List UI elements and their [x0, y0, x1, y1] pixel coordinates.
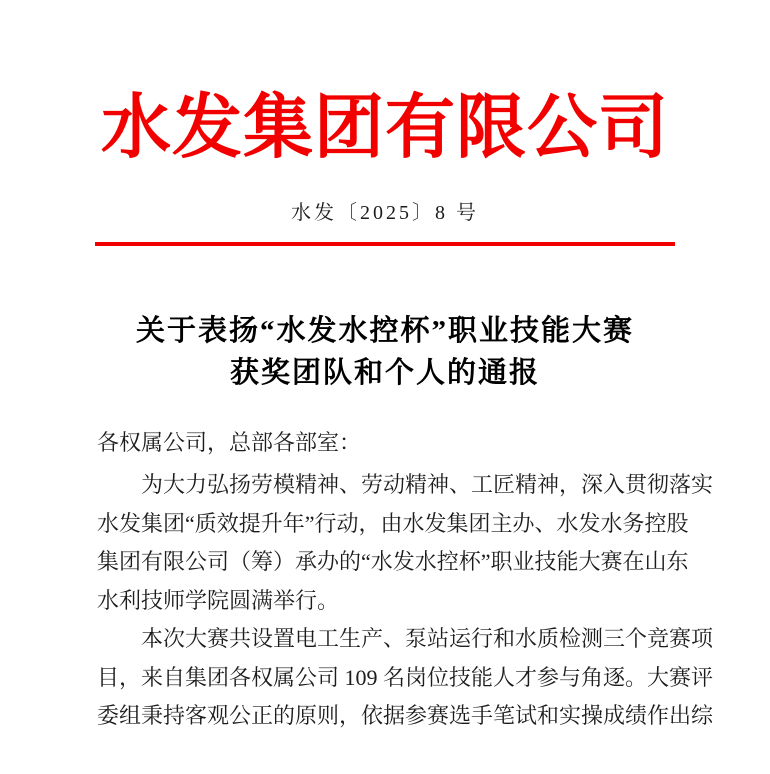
paragraph1-line1: 为大力弘扬劳模精神、劳动精神、工匠精神，深入贯彻落实: [141, 472, 714, 498]
paragraph2-line3: 委组秉持客观公正的原则，依据参赛选手笔试和实操成绩作出综: [97, 703, 714, 729]
paragraph2-line1: 本次大赛共设置电工生产、泵站运行和水质检测三个竞赛项: [141, 626, 714, 652]
paragraph1-line3: 集团有限公司（筹）承办的“水发水控杯”职业技能大赛在山东: [97, 549, 689, 575]
paragraph1-line4: 水利技师学院圆满举行。: [97, 587, 340, 613]
document-title-line1: 关于表扬“水发水控杯”职业技能大赛: [135, 314, 634, 347]
document-title-line2: 获奖团队和个人的通报: [229, 356, 540, 389]
letterhead-org-name: 水发集团有限公司: [101, 90, 669, 167]
salutation: 各权属公司，总部各部室：: [97, 429, 362, 455]
document-body: [0, 424, 770, 736]
document-title: [0, 310, 770, 394]
paragraph2-line2: 目，来自集团各权属公司 109 名岗位技能人才参与角逐。大赛评: [97, 664, 714, 690]
letterhead-divider-rule: [95, 242, 675, 246]
doc-number: 水发〔2025〕8 号: [291, 201, 479, 224]
paragraph1-line2: 水发集团“质效提升年”行动，由水发集团主办、水发水务控股: [97, 510, 689, 536]
